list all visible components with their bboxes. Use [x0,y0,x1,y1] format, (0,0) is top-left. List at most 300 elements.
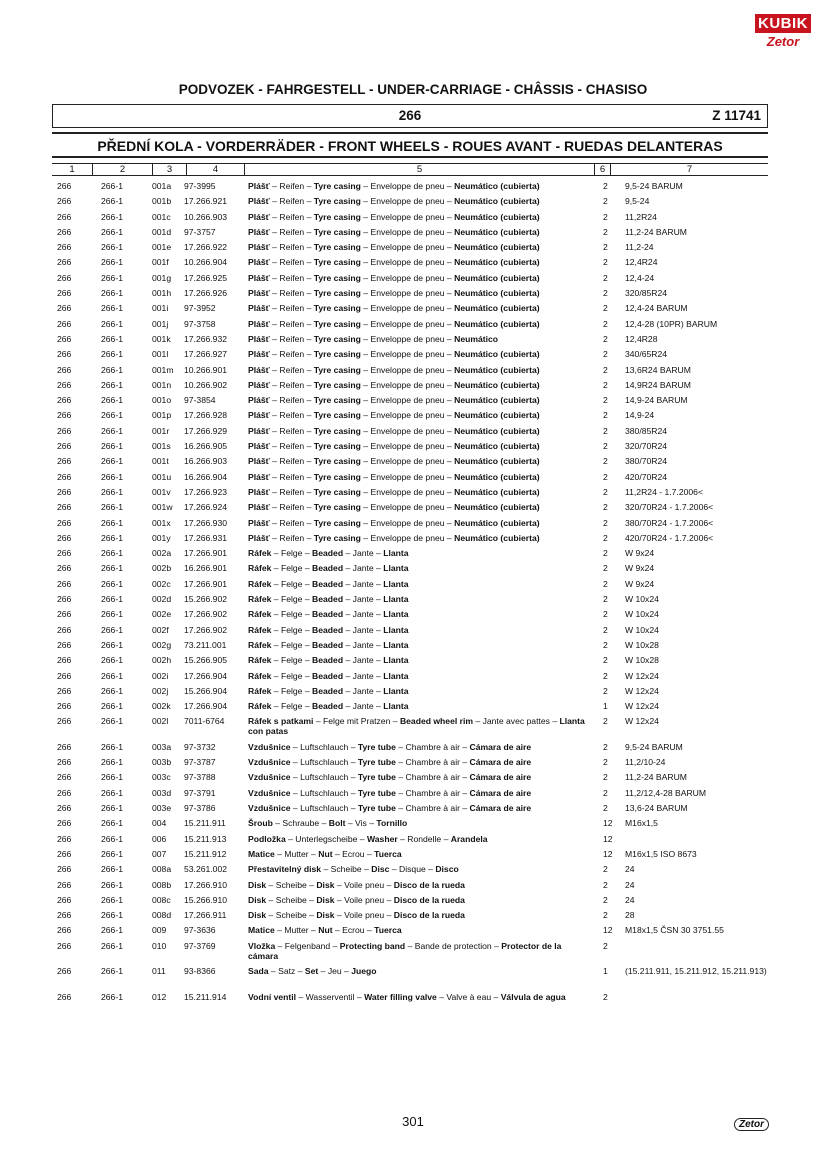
description-term: Neumático (cubierta) [454,502,540,513]
cell-c1: 266 [57,879,72,890]
cell-c3: 001g [152,272,172,283]
description-term: Plášť [248,425,270,436]
description-term: Felgenband [284,940,331,951]
table-row [0,319,826,334]
description-term: Tyre casing [313,486,361,497]
description-term: Tyre casing [313,532,361,543]
cell-c6: 12 [603,833,613,844]
description-term: Enveloppe de pneu [370,441,445,452]
table-row [0,303,826,318]
cell-c7: 24 [625,894,635,905]
table-row [0,992,826,1018]
description-term: Llanta [383,548,409,559]
description-term: Valve à eau [446,991,492,1002]
description-term: Disco de la rueda [393,910,465,921]
column-header-cell: 1 [69,164,75,175]
cell-c4: 97-3788 [184,772,216,783]
description-term: Neumático (cubierta) [454,181,540,191]
description-term: Reifen [279,532,305,543]
description-term: Tyre casing [313,211,361,222]
cell-c6: 2 [603,349,608,360]
cell-c4: 17.266.922 [184,242,228,253]
description-term: Neumático (cubierta) [454,532,540,543]
description-term: Tyre tube [357,772,396,783]
cell-description: Plášť – Reifen – Tyre casing – Enveloppe de pneu – Neumático (cubierta) [248,288,540,299]
description-term: Enveloppe de pneu [370,303,445,314]
cell-c4: 15.211.912 [184,848,227,859]
table-row [0,895,826,910]
description-term: Set [304,966,319,977]
description-term: Llanta [383,639,409,650]
cell-c1: 266 [57,991,72,1002]
description-term: Chambre à air [405,757,460,768]
cell-c6: 2 [603,517,608,528]
cell-c1: 266 [57,364,72,375]
cell-c2: 266-1 [101,594,123,605]
cell-description: Plášť – Reifen – Tyre casing – Enveloppe de pneu – Neumático (cubierta) [248,441,540,452]
description-term: Plášť [248,242,270,253]
description-term: Ráfek [248,685,272,696]
cell-c1: 266 [57,517,72,528]
description-term: Reifen [279,242,305,253]
description-term: Llanta [383,563,409,574]
cell-c4: 10.266.902 [184,379,228,390]
cell-c1: 266 [57,318,72,329]
cell-c7: 14,9R24 BARUM [625,379,691,390]
description-term: Llanta con patas [248,716,585,737]
description-term: Plášť [248,532,270,543]
cell-c1: 266 [57,548,72,559]
cell-description: Plášť – Reifen – Tyre casing – Enveloppe de pneu – Neumático (cubierta) [248,486,540,497]
description-term: Tyre casing [313,379,361,390]
cell-c7: 11,2-24 BARUM [625,226,687,237]
description-term: Neumático (cubierta) [454,257,540,268]
description-term: Reifen [279,226,305,237]
cell-c4: 17.266.924 [184,502,228,513]
cell-c3: 001h [152,288,172,299]
cell-c4: 15.266.910 [184,894,228,905]
description-term: Enveloppe de pneu [370,181,445,191]
cell-c2: 266-1 [101,226,123,237]
cell-c1: 266 [57,741,72,752]
cell-c1: 266 [57,848,72,859]
cell-c4: 15.266.904 [184,685,228,696]
cell-c2: 266-1 [101,456,123,467]
cell-description: Ráfek – Felge – Beaded – Jante – Llanta [248,563,409,574]
cell-c1: 266 [57,833,72,844]
cell-c2: 266-1 [101,910,123,921]
description-term: Llanta [383,670,409,681]
group-number: 266 [398,108,422,123]
description-term: Neumático (cubierta) [454,456,540,467]
cell-c7: M18x1,5 ČSN 30 3751.55 [625,925,724,936]
table-row [0,803,826,818]
description-term: Plášť [248,272,270,283]
description-term: Beaded [312,639,344,650]
description-term: Tyre casing [313,272,361,283]
description-term: Tyre tube [357,803,396,814]
description-term: Bolt [328,818,346,829]
description-term: Podložka [248,833,286,844]
description-term: Beaded [312,609,344,620]
description-term: Vzdušnice [248,757,291,768]
cell-c1: 266 [57,502,72,513]
description-term: Jante avec pattes [482,716,550,727]
description-term: Nut [318,848,333,859]
cell-c1: 266 [57,349,72,360]
cell-c1: 266 [57,532,72,543]
description-term: Mutter [284,925,309,936]
description-term: Neumático (cubierta) [454,318,540,329]
description-term: Llanta [383,701,409,712]
description-term: Enveloppe de pneu [370,226,445,237]
description-term: Cámara de aire [469,757,532,768]
cell-c7: W 9x24 [625,548,655,559]
cell-c7: W 10x24 [625,609,659,620]
description-term: Scheibe [275,894,307,905]
cell-description: Vzdušnice – Luftschlauch – Tyre tube – Chambre à air – Cámara de aire [248,757,532,768]
description-term: Beaded [312,624,344,635]
cell-description: Disk – Scheibe – Disk – Voile pneu – Disco de la rueda [248,910,465,921]
cell-c4: 97-3791 [184,787,216,798]
description-term: Ráfek [248,609,272,620]
cell-description: Plášť – Reifen – Tyre casing – Enveloppe de pneu – Neumático (cubierta) [248,410,540,421]
cell-description: Vodní ventil – Wasserventil – Water filling valve – Valve à eau – Válvula de agua [248,991,566,1002]
description-term: Plášť [248,456,270,467]
table-row [0,456,826,471]
cell-c7: 12,4-24 [625,272,655,283]
description-term: Plášť [248,395,270,406]
cell-description: Ráfek – Felge – Beaded – Jante – Llanta [248,655,409,666]
cell-description: Plášť – Reifen – Tyre casing – Enveloppe de pneu – Neumático (cubierta) [248,181,540,191]
cell-c1: 266 [57,486,72,497]
description-term: Beaded [312,594,344,605]
cell-description: Vzdušnice – Luftschlauch – Tyre tube – Chambre à air – Cámara de aire [248,803,532,814]
table-row [0,594,826,609]
cell-c2: 266-1 [101,288,123,299]
cell-c1: 266 [57,894,72,905]
table-row [0,410,826,425]
cell-c1: 266 [57,272,72,283]
table-row [0,788,826,803]
cell-c1: 266 [57,772,72,783]
cell-c4: 17.266.904 [184,670,228,681]
description-term: Tyre casing [313,425,361,436]
cell-c1: 266 [57,864,72,875]
description-term: Plášť [248,364,270,375]
cell-c3: 008b [152,879,172,890]
description-term: Ecrou [342,925,365,936]
cell-c4: 15.266.905 [184,655,228,666]
cell-description: Plášť – Reifen – Tyre casing – Enveloppe de pneu – Neumático (cubierta) [248,456,540,467]
cell-description: Matice – Mutter – Nut – Ecrou – Tuerca [248,925,402,936]
logo-top-text: KUBIK [755,14,811,33]
description-term: Tyre casing [313,410,361,421]
cell-c6: 2 [603,787,608,798]
cell-c2: 266-1 [101,196,123,207]
description-term: Reifen [279,272,305,283]
cell-c3: 001a [152,181,172,191]
table-row [0,487,826,502]
cell-c4: 17.266.921 [184,196,228,207]
cell-c3: 001d [152,226,172,237]
cell-c3: 002h [152,655,172,666]
cell-c6: 2 [603,757,608,768]
cell-c4: 97-3787 [184,757,216,768]
cell-c3: 003e [152,803,172,814]
description-term: Luftschlauch [300,772,349,783]
description-term: Reifen [279,211,305,222]
table-row [0,288,826,303]
cell-c7: 11,2/10-24 [625,757,666,768]
table-row [0,196,826,211]
description-term: Tyre casing [313,441,361,452]
description-term: Felge [280,701,303,712]
cell-c1: 266 [57,787,72,798]
cell-c2: 266-1 [101,272,123,283]
cell-c7: 11,2-24 BARUM [625,772,687,783]
description-term: Reifen [279,395,305,406]
description-term: Tyre casing [313,471,361,482]
cell-description: Ráfek – Felge – Beaded – Jante – Llanta [248,701,409,712]
description-term: Neumático (cubierta) [454,211,540,222]
description-term: Plášť [248,181,270,191]
description-term: Enveloppe de pneu [370,532,445,543]
description-term: Disco de la rueda [393,894,465,905]
description-term: Enveloppe de pneu [370,196,445,207]
cell-c3: 001y [152,532,171,543]
cell-c4: 17.266.931 [184,532,228,543]
description-term: Reifen [279,181,305,191]
cell-c1: 266 [57,685,72,696]
description-term: Scheibe [275,879,307,890]
description-term: Cámara de aire [469,772,532,783]
description-term: Enveloppe de pneu [370,211,445,222]
description-term: Reifen [279,456,305,467]
cell-c2: 266-1 [101,772,123,783]
cell-c7: 12,4-28 (10PR) BARUM [625,318,718,329]
cell-c4: 7011-6764 [184,716,225,727]
cell-c7: W 12x24 [625,701,659,712]
cell-c6: 2 [603,716,608,727]
description-term: Llanta [383,578,409,589]
cell-c6: 2 [603,548,608,559]
description-term: Scheibe [275,910,307,921]
cell-c6: 2 [603,288,608,299]
description-term: Neumático (cubierta) [454,425,540,436]
column-header-cell: 4 [186,164,244,176]
cell-c4: 15.266.902 [184,594,228,605]
cell-c7: 380/85R24 [625,425,668,436]
description-term: Beaded [312,655,344,666]
cell-c1: 266 [57,701,72,712]
description-term: Reifen [279,379,305,390]
cell-c6: 2 [603,181,608,191]
description-term: Llanta [383,624,409,635]
description-term: Cámara de aire [469,741,532,752]
description-term: Neumático (cubierta) [454,410,540,421]
cell-c6: 2 [603,364,608,375]
cell-c1: 266 [57,242,72,253]
cell-c3: 012 [152,991,167,1002]
description-term: Chambre à air [405,803,460,814]
cell-c7: 320/70R24 [625,441,668,452]
description-term: Jante [352,701,374,712]
cell-c1: 266 [57,757,72,768]
description-term: Juego [351,966,377,977]
description-term: Tyre tube [357,757,396,768]
description-term: Plášť [248,196,270,207]
cell-c7: W 10x28 [625,639,659,650]
description-term: Neumático (cubierta) [454,226,540,237]
description-term: Tyre casing [313,456,361,467]
description-term: Rondelle [407,833,442,844]
description-term: Neumático (cubierta) [454,395,540,406]
table-row [0,181,826,196]
description-term: Felge [280,685,303,696]
column-header-cell: 3 [152,164,186,176]
description-term: Neumático (cubierta) [454,349,540,360]
cell-c4: 97-3757 [184,226,216,237]
cell-c6: 2 [603,894,608,905]
table-row [0,380,826,395]
description-term: Enveloppe de pneu [370,517,445,528]
table-row [0,772,826,787]
cell-c6: 2 [603,624,608,635]
description-term: Plášť [248,379,270,390]
cell-description: Plášť – Reifen – Tyre casing – Enveloppe de pneu – Neumático (cubierta) [248,226,540,237]
table-row [0,349,826,364]
cell-description: Plášť – Reifen – Tyre casing – Enveloppe de pneu – Neumático (cubierta) [248,242,540,253]
description-term: Ráfek [248,578,272,589]
description-term: Disk [248,910,267,921]
description-term: Tyre casing [313,517,361,528]
description-term: Bande de protection [414,940,492,951]
cell-c6: 1 [603,966,608,977]
cell-c6: 2 [603,441,608,452]
cell-c7: 9,5-24 BARUM [625,741,683,752]
cell-c3: 001t [152,456,169,467]
description-term: Disque [399,864,426,875]
table-row [0,966,826,992]
cell-description: Plášť – Reifen – Tyre casing – Enveloppe de pneu – Neumático (cubierta) [248,349,540,360]
cell-c4: 17.266.901 [184,548,228,559]
cell-c1: 266 [57,379,72,390]
cell-description: Ráfek – Felge – Beaded – Jante – Llanta [248,609,409,620]
cell-c3: 001x [152,517,171,528]
description-term: Beaded [312,563,344,574]
cell-c7: W 12x24 [625,716,659,727]
cell-description: Plášť – Reifen – Tyre casing – Enveloppe de pneu – Neumático [248,333,499,344]
cell-c2: 266-1 [101,894,123,905]
description-term: Válvula de agua [500,991,566,1002]
table-row [0,818,826,833]
cell-c3: 003d [152,787,172,798]
description-term: Luftschlauch [300,787,349,798]
description-term: Mutter [284,848,309,859]
cell-c2: 266-1 [101,349,123,360]
cell-c4: 10.266.903 [184,211,228,222]
cell-c2: 266-1 [101,670,123,681]
cell-c1: 266 [57,441,72,452]
description-term: Jante [352,624,374,635]
cell-c6: 2 [603,333,608,344]
cell-c1: 266 [57,925,72,936]
cell-c3: 001w [152,502,173,513]
cell-c7: W 12x24 [625,670,659,681]
table-row [0,655,826,670]
table-row [0,395,826,410]
table-row [0,864,826,879]
table-row [0,334,826,349]
cell-description: Disk – Scheibe – Disk – Voile pneu – Disco de la rueda [248,879,465,890]
description-term: Felge [280,670,303,681]
cell-c1: 266 [57,563,72,574]
description-term: Neumático (cubierta) [454,471,540,482]
description-term: Reifen [279,303,305,314]
group-header-box [52,104,768,128]
cell-c6: 2 [603,379,608,390]
cell-c4: 97-3769 [184,940,216,951]
description-term: Reifen [279,517,305,528]
cell-description: Plášť – Reifen – Tyre casing – Enveloppe de pneu – Neumático (cubierta) [248,425,540,436]
cell-c7: 14,9-24 [625,410,655,421]
description-term: Enveloppe de pneu [370,288,445,299]
description-term: Protecting band [339,940,406,951]
cell-c3: 001r [152,425,170,436]
table-row [0,880,826,895]
description-term: Neumático (cubierta) [454,364,540,375]
description-term: Sada [248,966,269,977]
description-term: Enveloppe de pneu [370,471,445,482]
logo-bottom-text: Zetor [766,34,800,49]
description-term: Neumático (cubierta) [454,196,540,207]
description-term: Neumático (cubierta) [454,517,540,528]
description-term: Plášť [248,318,270,329]
cell-c3: 001c [152,211,171,222]
cell-c2: 266-1 [101,925,123,936]
cell-c2: 266-1 [101,379,123,390]
cell-c3: 001e [152,242,172,253]
description-term: Enveloppe de pneu [370,257,445,268]
cell-description: Vzdušnice – Luftschlauch – Tyre tube – Chambre à air – Cámara de aire [248,787,532,798]
cell-description: Plášť – Reifen – Tyre casing – Enveloppe de pneu – Neumático (cubierta) [248,272,540,283]
cell-c6: 2 [603,257,608,268]
cell-c6: 2 [603,741,608,752]
cell-c6: 2 [603,910,608,921]
cell-c7: W 10x24 [625,594,659,605]
column-header-cell: 6 [594,164,610,176]
description-term: Unterlegscheibe [295,833,358,844]
cell-c2: 266-1 [101,701,123,712]
description-term: Tyre casing [313,502,361,513]
table-row [0,242,826,257]
description-term: Plášť [248,486,270,497]
cell-c6: 12 [603,818,613,829]
cell-c2: 266-1 [101,716,123,727]
cell-c7: 14,9-24 BARUM [625,395,688,406]
table-row [0,365,826,380]
description-term: Beaded [312,578,344,589]
cell-c4: 17.266.925 [184,272,228,283]
cell-c7: 340/65R24 [625,349,668,360]
description-term: Jante [352,655,374,666]
column-header [52,163,768,176]
cell-c3: 001l [152,349,169,360]
description-term: Voile pneu [344,910,385,921]
table-row [0,757,826,772]
description-term: Enveloppe de pneu [370,318,445,329]
